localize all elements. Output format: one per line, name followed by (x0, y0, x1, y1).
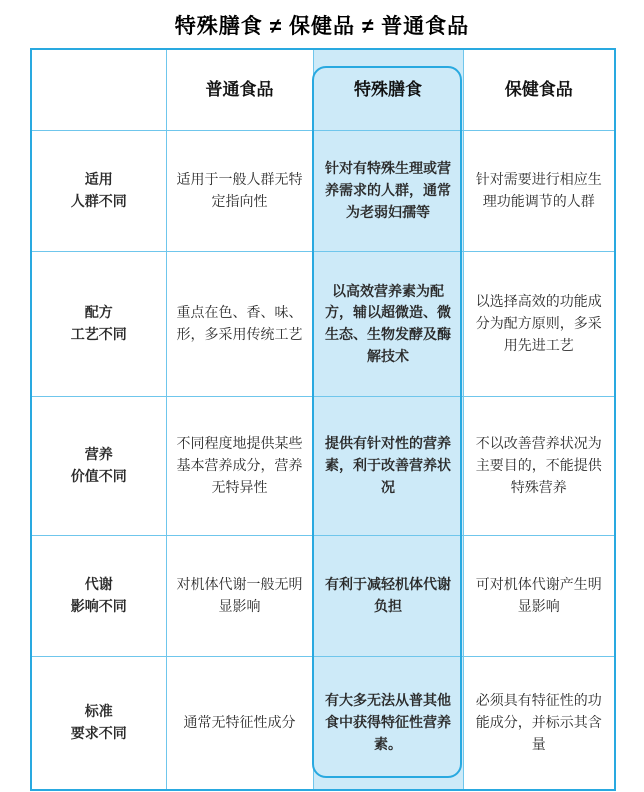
page-title: 特殊膳食 ≠ 保健品 ≠ 普通食品 (174, 15, 470, 38)
row-label-line-1: 营养 (84, 446, 113, 463)
cell-health-nutrition-value: 不以改善营养状况为主要目的，不能提供特殊营养 (463, 397, 615, 536)
row-label-formula (31, 252, 166, 397)
cell-special-nutrition-value: 提供有针对性的营养素，利于改善营养状况 (313, 397, 463, 536)
cell-health-population: 针对需要进行相应生理功能调节的人群 (463, 131, 615, 252)
row-label-line-2: 影响不同 (70, 598, 127, 614)
row-label-line-1: 代谢 (84, 576, 113, 593)
cell-health-formula: 以选择高效的功能成分为配方原则，多采用先进工艺 (463, 252, 615, 397)
table-row (31, 397, 615, 536)
table-row (31, 131, 615, 252)
cell-special-formula: 以高效营养素为配方，辅以超微造、微生态、生物发酵及酶解技术 (313, 252, 463, 397)
cell-normal-metabolism: 对机体代谢一般无明显影响 (166, 536, 313, 657)
cell-health-standard: 必须具有特征性的功能成分，并标示其含量 (463, 657, 615, 791)
comparison-table (30, 48, 616, 791)
row-label-metabolism (31, 536, 166, 657)
cell-normal-standard: 通常无特征性成分 (166, 657, 313, 791)
table-row (31, 657, 615, 791)
header-blank (31, 49, 166, 131)
row-label-line-1: 适用 (84, 171, 113, 188)
row-label-standard (31, 657, 166, 791)
cell-normal-nutrition-value: 不同程度地提供某些基本营养成分，营养无特异性 (166, 397, 313, 536)
row-label-line-2: 价值不同 (70, 468, 127, 484)
cell-special-standard: 有大多无法从普其他食中获得特征性营养素。 (313, 657, 463, 791)
table-header-row (31, 49, 615, 131)
row-label-nutrition-value (31, 397, 166, 536)
row-label-line-2: 要求不同 (70, 725, 127, 741)
row-label-line-1: 配方 (84, 304, 113, 321)
cell-normal-formula: 重点在色、香、味、形，多采用传统工艺 (166, 252, 313, 397)
comparison-table-wrapper (30, 48, 614, 791)
row-label-line-2: 工艺不同 (70, 326, 127, 342)
row-label-population (31, 131, 166, 252)
header-special-diet: 特殊膳食 (313, 49, 463, 131)
cell-special-population: 针对有特殊生理或营养需求的人群，通常为老弱妇孺等 (313, 131, 463, 252)
cell-normal-population: 适用于一般人群无特定指向性 (166, 131, 313, 252)
header-health-food: 保健食品 (463, 49, 615, 131)
table-row (31, 252, 615, 397)
table-row (31, 536, 615, 657)
cell-health-metabolism: 可对机体代谢产生明显影响 (463, 536, 615, 657)
row-label-line-2: 人群不同 (70, 193, 127, 209)
cell-special-metabolism: 有利于减轻机体代谢负担 (313, 536, 463, 657)
row-label-line-1: 标准 (84, 703, 113, 720)
header-normal-food: 普通食品 (166, 49, 313, 131)
